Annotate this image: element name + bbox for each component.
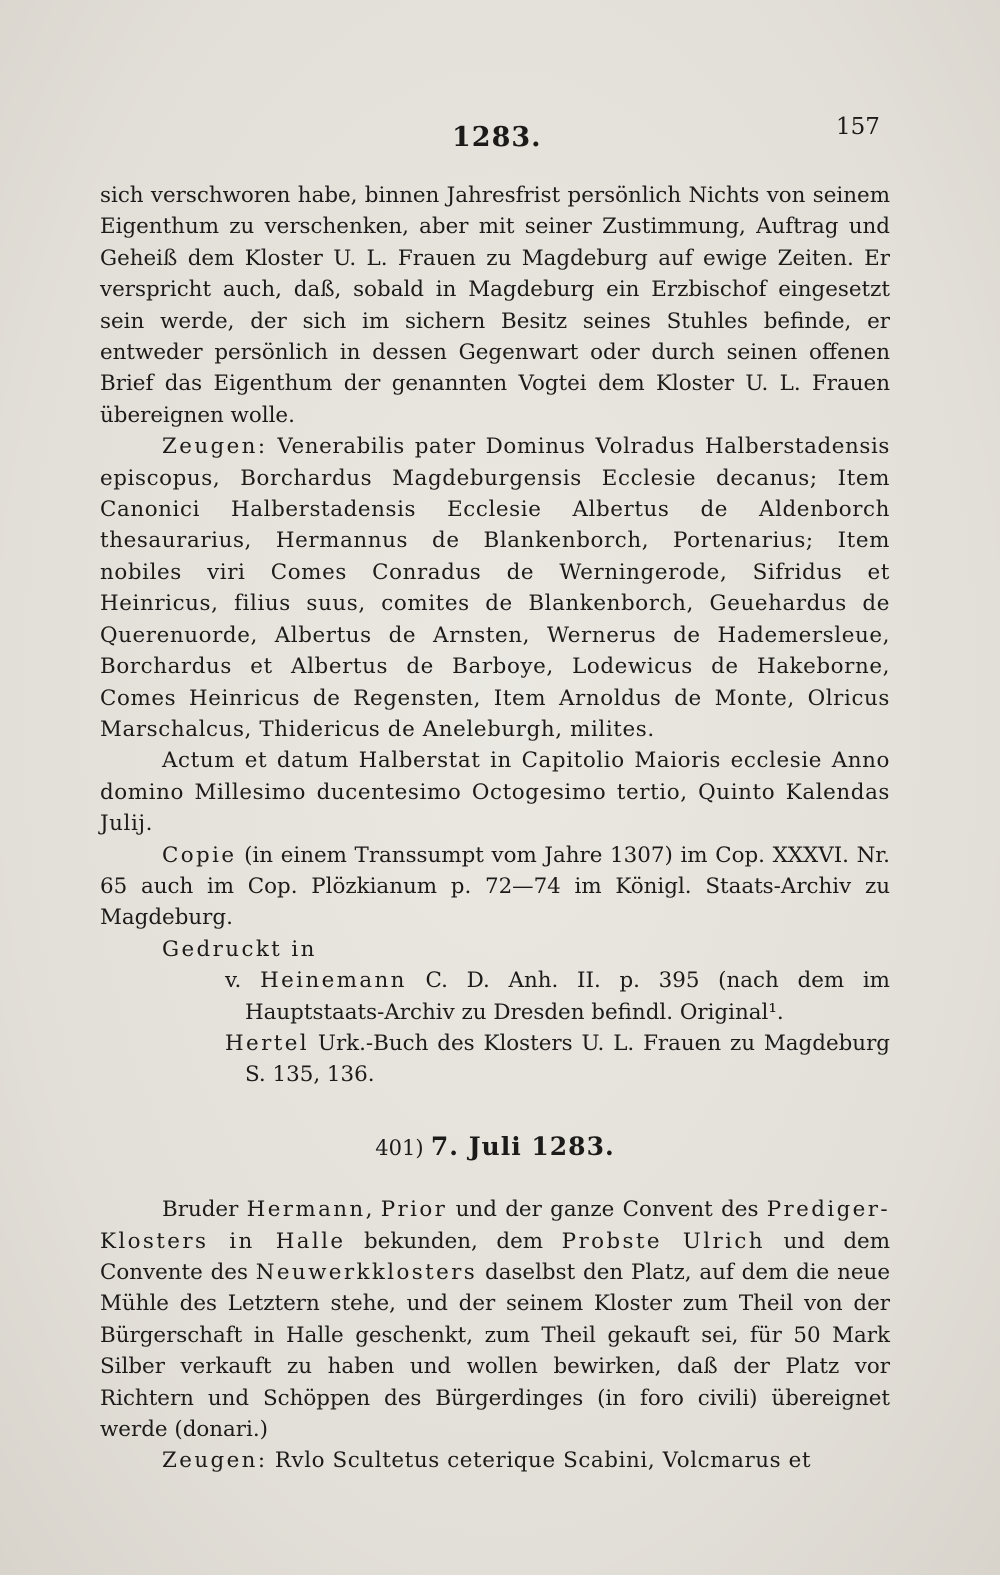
actum-paragraph: Actum et datum Halberstat in Capitolio Maioris ecclesie Anno domino Millesimo ducentesimo Octogesimo tertio, Quinto Kalendas Julij. (100, 748, 890, 837)
reference-prefix: v. (225, 968, 242, 994)
running-head-year: 1283. (452, 122, 542, 153)
page-body (100, 180, 890, 1477)
reference-hertel (100, 1028, 890, 1091)
witnesses-label: Zeugen: (162, 434, 268, 460)
regest-text: bekunden, dem (345, 1228, 562, 1254)
person-title: Prior (380, 1197, 448, 1223)
copy-label: Copie (162, 842, 237, 868)
regest-text: Bruder (162, 1197, 239, 1223)
printed-label-text: Gedruckt in (162, 936, 317, 962)
institution-name: Prediger-Klosters in Halle (100, 1197, 890, 1254)
copy-note (100, 840, 890, 934)
page-number: 157 (836, 114, 880, 140)
reference-author: Heinemann (260, 968, 407, 994)
witnesses-paragraph (100, 431, 890, 745)
witnesses-list: Rvlo Scultetus ceterique Scabini, Volcmarus et (274, 1448, 812, 1474)
document-date: 7. Juli 1283. (430, 1131, 615, 1161)
institution-name: Neuwerkklosters (255, 1260, 478, 1285)
reference-text: C. D. Anh. II. p. 395 (nach dem im Hauptstaats-Archiv zu Dresden befindl. Original¹. (245, 968, 890, 1025)
witnesses-paragraph-2 (100, 1445, 890, 1476)
regest-text: und dem Convente des (100, 1228, 890, 1285)
document-paragraph: sich verschworen habe, binnen Jahresfrist persönlich Nichts von seinem Eigenthum zu verschenken, aber mit seiner Zustimmung, Auftrag und Geheiß dem Kloster U. L. Frauen zu Magdeburg auf ewige Zeiten. Er verspricht auch, daß, sobald in Magdeburg ein Erzbischof eingesetzt sein werde, der sich im sichern Besitz seines Stuhles befinde, er entweder persönlich in dessen Gegenwart oder durch seinen offenen Brief das Eigenthum der genannten Vogtei dem Kloster U. L. Frauen übereignen wolle. (100, 183, 890, 428)
regest-text: und der ganze Convent des (447, 1197, 767, 1223)
reference-text: Urk.-Buch des Klosters U. L. Frauen zu Magdeburg S. 135, 136. (245, 1030, 890, 1088)
reference-heinemann (100, 965, 890, 1028)
reference-author: Hertel (225, 1030, 310, 1056)
copy-text: (in einem Transsumpt vom Jahre 1307) im Cop. XXXVI. Nr. 65 auch im Cop. Plözkianum p. 72—74 im Königl. Staats-Archiv zu Magdeburg. (100, 842, 890, 931)
regest-text: daselbst den Platz, auf dem die neue Mühle des Letztern stehe, und der seinem Kloster zum Theil von der Bürgerschaft in Halle geschenkt, zum Theil gekauft sei, für 50 Mark Silber verkauft zu haben und wollen bewirken, daß der Platz vor Richtern und Schöppen des Bürgerdinges (in foro civili) übereignet werde (donari.) (100, 1260, 890, 1443)
regest-paragraph (100, 1194, 890, 1445)
person-name: Probste Ulrich (561, 1228, 765, 1254)
person-name: Hermann (246, 1197, 366, 1223)
witnesses-list: Venerabilis pater Dominus Volradus Halberstadensis episcopus, Borchardus Magdeburgensis Ecclesie decanus; Item Canonici Halberstadensis Ecclesie Albertus de Aldenborch thesaurarius, Hermannus de Blankenborch, Portenarius; Item nobiles viri Comes Conradus de Werningerode, Sifridus et Heinricus, filius suus, comites de Blankenborch, Geuehardus de Querenuorde, Albertus de Arnsten, Wernerus de Hademersleue, Borchardus et Albertus de Barboye, Lodewicus de Hakeborne, Comes Heinricus de Regensten, Item Arnoldus de Monte, Olricus Marschalcus, Thidericus de Aneleburgh, milites. (100, 434, 890, 742)
document-number: 401) (375, 1135, 424, 1160)
regest-text: , (365, 1197, 381, 1223)
printed-label (100, 934, 890, 965)
page-header (0, 112, 1000, 152)
witnesses-label: Zeugen: (162, 1448, 268, 1474)
document-heading (100, 1131, 890, 1164)
